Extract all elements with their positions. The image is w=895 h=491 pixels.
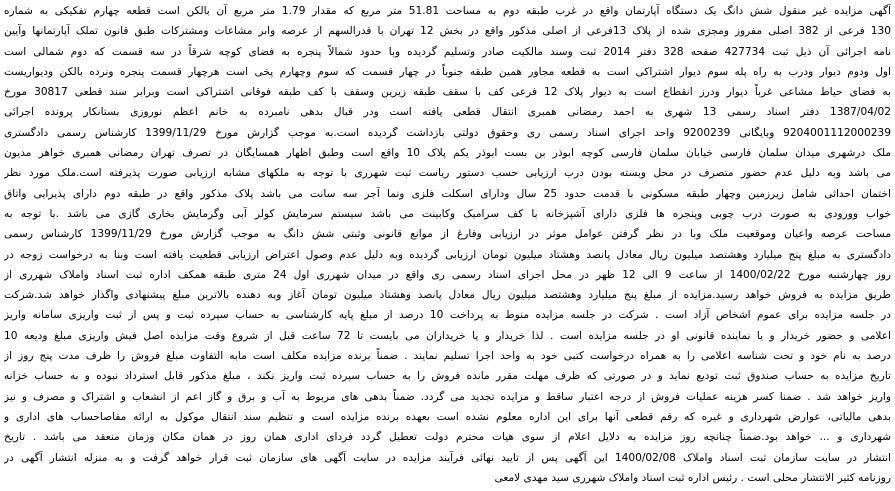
- notice-line: انتشار در سایت سازمان ثبت اسناد واملاک 1400/02/08 این آگهی پس از تایید نهائی فرآیند مزایده در سایت آگهی های سازمان ثبت قرار خواهد گرفت و به منزله انتشار آگهی در: [4, 451, 891, 464]
- notice-line: تاریخ مزایده به حساب صندوق ثبت تودیع نماید و در صورتی که ظرف مهلت مقرر مانده فروش را به حساب سپرده ثبت واریز نکند ، مبلغ مذکور قابل استرداد نبوده و به حساب خزانه: [4, 370, 891, 383]
- notice-line: درصد به نام خود و تحت شناسه اعلامی را به همراه درخواست کتبی خود به واحد اجرا تسلیم نمایند . ضمناً برنده مزایده مکلف است مابه التفاوت مبلغ فروش را ظرف مدت پنج روز از: [4, 350, 891, 363]
- notice-line: می باشد وبه دلیل عدم حضور متصرف در محل وبسته بودن درب ارزیابی حسب دستور ریاست ثبت شهرری با توجه به ملکهای مشابه ارزیابی صورت پذیرفته است.ملک مورد نظر: [4, 167, 891, 180]
- notice-line: 130 فرعی از 382 اصلی مفروز ومجزی شده از پلاک 13فرعی از اصلی مذکور واقع در بخش 12 تهران با قدرالسهم از عرصه وابر مشاعات ومشترکات طبق قانون تملک آپارتمانها وآیین: [4, 25, 891, 38]
- notice-line: به فضای حیاط مشاعی غرباً دیوار ودرز انقطاع است به دیوار پلاک 12 فرعی کف با سقف طبقه زیرین وسقف با کف طبقه فوقانی اشتراکی است وبرابر سند قطعی 30817 مورخ: [4, 86, 891, 99]
- notice-line: اول ودوم دیوار ودرب به راه پله سوم دیوار اشتراکی است به قطعه مجاور همین طبقه جنوباً در چهار قسمت که سوم وچهارم پخی است هرچهار قسمت پنجره ونرده بالکن وديواريست: [4, 65, 891, 78]
- notice-line: طریق مزایده به فروش خواهد رسید.مزایده از مبلغ پنج میلیارد وهشتصد میلیون ریال معادل پانصد وهشتاد میلیون تومان آغاز وبه دهنده بالاترین مبلغ پیشنهادی واگذار خواهد شد.شرکت: [4, 289, 891, 302]
- notice-line: روز چهارشنبه مورخ 1400/02/22 از ساعت 9 الی 12 ظهر در محل اجرای اسناد رسمی ری واقع در میدان شهرری اول 24 متری طبقه همکف اداره ثبت اسناد واملاک شهرری از: [4, 268, 891, 281]
- notice-line: خواب وورودی به صورت درب چوبی وپنجره ها فلزی دارای آشپزخانه با کف سرامیک وکابینت می باشد سیستم سرمایش کولر آبی وگرمایش بخاری گازی می باشد .با توجه به: [4, 207, 891, 220]
- notice-line: در جلسه مزایده برای عموم اشخاص آزاد است . شرکت در جلسه مزایده منوط به پرداخت 10 درصد از مبلغ پایه کارشناسی به حساب سپرده ثبت و پس از ثبت واریزی سامانه واریز: [4, 309, 891, 322]
- notice-line: واریز خواهد شد . ضمنا کسر هزینه عملیات فروش از درجه اعتبار ساقط و مزایده تجدید می گردد. ضمناً بدهی های مربوط به آب و برق و گاز اعم از انشعاب و اشتراک و مصرف و نیز: [4, 390, 891, 403]
- notice-line: بدهی مالیاتی، عوارض شهرداری و غیره که رقم قطعی آنها برای این اداره معلوم نشده است بعهده برنده مزایده است و تنظیم سند انتقال موکول به ارائه مفاصاحساب های اداری و: [4, 410, 891, 423]
- notice-line: اختمان احداثی شامل زیرزمین وچهار طبقه مسکونی با قدمت حدود 25 سال ودارای اسکلت فلزی ونما آجر سه سانت می باشد پلاک مذکور واقع در طبقه دوم دارای پذیرایی واتاق: [4, 187, 891, 200]
- notice-line: ملک درشهری میدان سلمان فارسی خیابان سلمان فارسی کوچه ابوذر بن بست ابوذر یکم پلاک 10 واقع است وطبق اظهار همسایگان در تصرف تهران رمضانی همبری خواهر مدیون: [4, 147, 891, 160]
- notice-line: شهرداری و ... خواهد بود.ضمناً چنانچه روز مزایده به دلایل اعلام از سوی هیات محترم دولت تعطیل گردد فردای اداری همان روز در همان مکان وزمان منعقد می باشد . تاریخ: [4, 431, 891, 444]
- notice-line: دادگستری به مبلغ پنج میلیارد وهشتصد میلیون ریال معادل پانصد وهشتاد میلیون تومان ارزیابی گردیده وبه دلیل عدم وصول اعتراض ارزیابی قطعیت یافته است وبنا به درخواست زوجه در: [4, 248, 891, 261]
- notice-line: نامه اجرائی آن ذیل ثبت 427734 صفحه 328 دفتر 2014 ثبت وسند مالکیت صادر وتسلیم گردیده وبا حدود شمالاً پنجره به فضای کوچه شرقاً در سه قسمت که دوم شمالی است: [4, 45, 891, 58]
- notice-line: 1387/04/02 دفتر اسناد رسمی 13 شهری به احمد رمضانی همبری انتقال قطعی یافته است ودر قبال بدهی نامبرده به خانم اعظم نوروزی بستانکار پرونده اجرائی: [4, 106, 891, 119]
- notice-line: مساحت عرصه واعیان وموقعیت ملک وبا در نظر گرفتن عوامل موثر در ارزیابی وفارغ از موانع قانونی وثبتی شش دانگ به موجب گزارش مورخ 1399/11/29 کارشناس رسمی: [4, 228, 891, 241]
- notice-line: آگهی مزایده غیر منقول شش دانگ یک دستگاه آپارتمان واقع در غرب طبقه دوم به مساحت 51.81 متر مربع که مقدار 1.79 متر مربع آن بالکن است قطعه چهارم تفکیکی به شماره: [4, 5, 891, 17]
- notice-line: اعلامی و حضور خریدار و یا نماینده قانونی او در جلسه مزایده است . لذا خریدار و یا خریداران می بایست تا 72 ساعت قبل از شروع وقت مزایده اصل فیش واریزی مبلغ ودیعه 10: [4, 329, 891, 342]
- notice-line: 9204001112000239 وبایگانی 9200239 واحد اجرای اسناد رسمی ری وحقوق دولتی بازداشت گردیده است.به موجب گزارش مورخ 1399/11/29 کارشناس رسمی دادگستری: [4, 126, 891, 139]
- notice-line: روزنامه کثیر الانتشار محلی است . رئیس اداره ثبت اسناد واملاک شهرری سید مهدی لامعی: [494, 471, 891, 484]
